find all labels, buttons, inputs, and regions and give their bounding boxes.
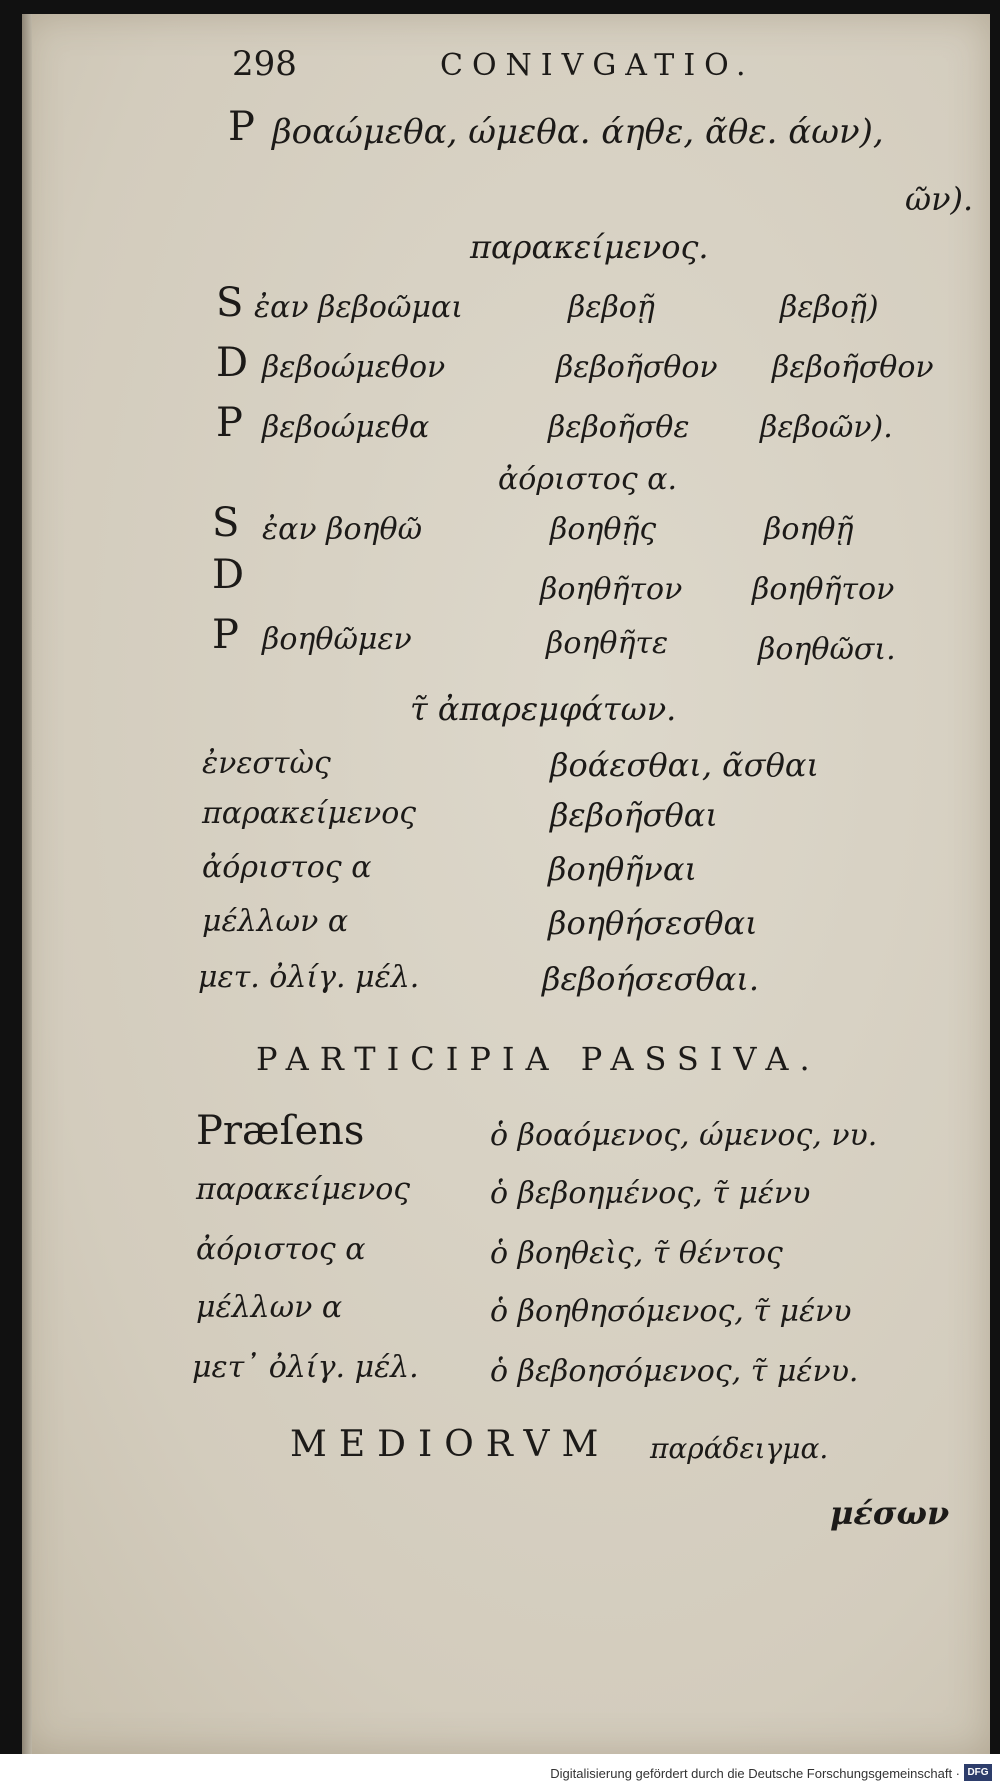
infinitive-form: βοηθῆναι [548, 850, 697, 888]
aorist-letter: P [212, 612, 239, 658]
mediorum-heading: MEDIORVM [290, 1424, 611, 1465]
infinitive-form: βεβοήσεσθαι. [542, 960, 760, 998]
aorist-form: βοηθῶσι. [758, 632, 896, 667]
dfg-logo: DFG [964, 1764, 992, 1781]
infinitive-label: παρακείμενος [202, 796, 417, 831]
infinitive-heading: τ̃ ἀπαρεμφάτων. [410, 690, 677, 728]
perfect-form: βεβοώμεθα [262, 410, 430, 445]
perfect-letter: S [216, 280, 244, 326]
participia-form: ὁ βεβοησόμενος, τ̃ μένυ. [490, 1354, 859, 1389]
digitization-footer [0, 1754, 1000, 1792]
aorist-form: βοηθῆτον [540, 572, 683, 607]
perfect-form: βεβοῇ) [780, 290, 879, 325]
line-text: βοαώμεθα, ώμεθα. άηθε, ᾶθε. άων), [272, 112, 884, 152]
book-page [22, 14, 990, 1754]
participia-form: ὁ βοαόμενος, ώμενος, νυ. [490, 1118, 878, 1153]
participia-label: μέλλων α [196, 1290, 343, 1325]
aorist-form: βοηθῇς [550, 512, 657, 547]
perfect-form: βεβοῇ [568, 290, 655, 325]
page-number: 298 [232, 44, 297, 84]
perfect-form: βεβοώμεθον [262, 350, 446, 385]
footer-credit: Digitalisierung gefördert durch die Deutsche Forschungsgemeinschaft · [550, 1766, 960, 1781]
participia-label: παρακείμενος [196, 1172, 411, 1207]
running-title: CONIVGATIO. [440, 48, 755, 83]
participia-form: ὁ βοηθεὶς, τ̃ θέντος [490, 1236, 783, 1271]
perfect-letter: D [216, 340, 249, 386]
aorist-form: βοηθῆτε [546, 626, 669, 661]
infinitive-label: μέλλων α [202, 904, 349, 939]
aorist-heading: ἀόριστος α. [498, 462, 677, 497]
perfect-form: βεβοῶν). [760, 410, 893, 445]
perfect-heading: παρακείμενος. [470, 228, 709, 266]
infinitive-form: βεβοῆσθαι [550, 796, 718, 834]
participia-form: ὁ βοηθησόμενος, τ̃ μένυ [490, 1294, 852, 1329]
aorist-form: βοηθῇ [764, 512, 854, 547]
aorist-form: βοηθῆτον [752, 572, 895, 607]
infinitive-label: μετ. ὀλίγ. μέλ. [198, 960, 420, 995]
page-spine-edge [22, 14, 32, 1754]
participia-label: ἀόριστος α [196, 1232, 366, 1267]
catchword: μέσων [830, 1494, 950, 1532]
mediorum-greek: παράδειγμα. [650, 1432, 829, 1465]
perfect-form: βεβοῆσθε [548, 410, 690, 445]
aorist-letter: D [212, 552, 245, 598]
infinitive-label: ἀόριστος α [202, 850, 372, 885]
participia-label: μετ᾽ ὀλίγ. μέλ. [192, 1350, 419, 1385]
infinitive-form: βοάεσθαι, ᾶσθαι [550, 746, 820, 784]
aorist-letter: S [212, 500, 240, 546]
line-continuation: ῶν). [905, 180, 974, 218]
infinitive-form: βοηθήσεσθαι [548, 904, 758, 942]
aorist-form: ἐαν βοηθῶ [262, 512, 423, 547]
participia-heading: PARTICIPIA PASSIVA. [256, 1040, 821, 1078]
perfect-letter: P [216, 400, 243, 446]
participia-form: ὁ βεβοημένος, τ̃ μένυ [490, 1176, 811, 1211]
line-letter: P [228, 104, 255, 150]
participia-label: Præſens [196, 1108, 365, 1154]
aorist-form: βοηθῶμεν [262, 622, 412, 657]
perfect-form: βεβοῆσθον [556, 350, 718, 385]
perfect-form: βεβοῆσθον [772, 350, 934, 385]
infinitive-label: ἐνεστὼς [202, 746, 331, 781]
perfect-form: ἐαν βεβοῶμαι [254, 290, 463, 325]
